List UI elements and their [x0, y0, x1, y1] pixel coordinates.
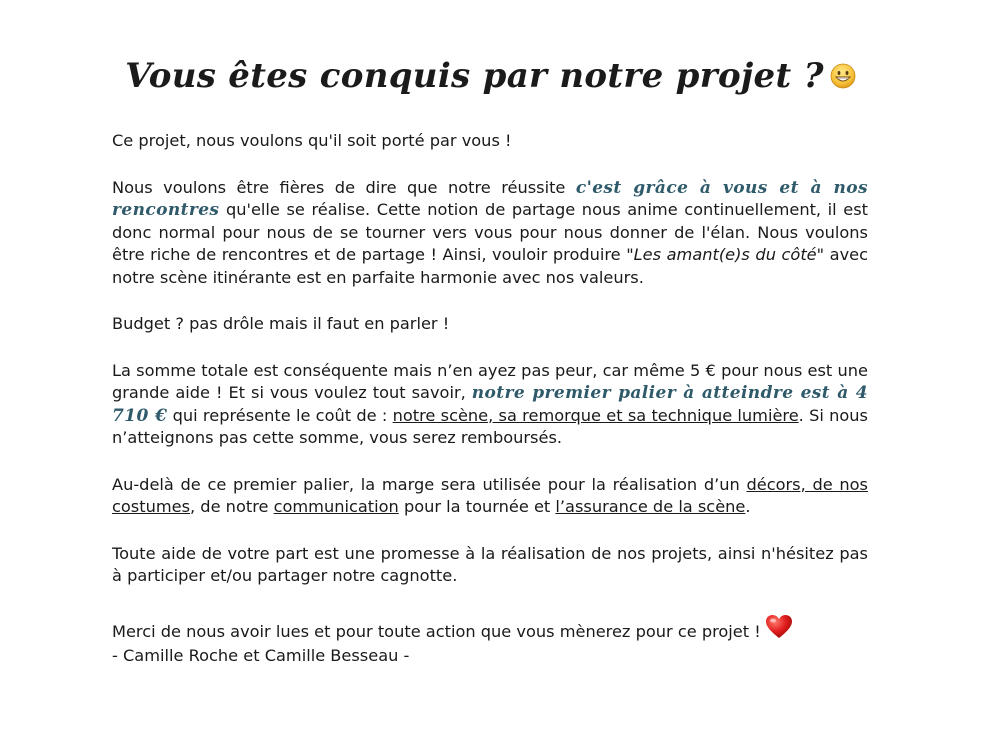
text-span: " avec notre scène itinérante est en parfaite harmonie avec nos valeurs. [112, 245, 869, 287]
text-span: , de notre [190, 497, 274, 516]
text-span: qu'elle se réalise. Cette notion de partage nous anime continuellement, il est donc normal pour nous de se tourner vers vous pour nous donner de l'élan. Nous voulons être riche de rencontres et de partage ! Ainsi, vouloir produire " [112, 200, 868, 264]
underlined-decor: décors, de nos costumes [112, 474, 868, 516]
paragraph-budget [112, 360, 868, 450]
underlined-cost: notre scène, sa remorque et sa technique lumière [392, 405, 799, 425]
paragraph-help: Toute aide de votre part est une promesse à la réalisation de nos projets, ainsi n'hésitez pas à participer et/ou partager notre cagnotte. [112, 543, 868, 585]
paragraph-budget-heading: Budget ? pas drôle mais il faut en parler ! [112, 314, 450, 333]
highlight-text: c'est grâce à vous et à nos rencontres [112, 177, 868, 220]
paragraph-beyond [112, 474, 868, 519]
text-span: . [745, 497, 751, 516]
text-span: Au-delà de ce premier palier, la marge sera utilisée pour la réalisation d’un [112, 474, 747, 494]
paragraph-values [112, 177, 868, 290]
paragraph-intro: Ce projet, nous voulons qu'il soit porté par vous ! [112, 131, 512, 150]
body-content [112, 130, 868, 668]
title-text: Vous êtes conquis par notre projet ? [125, 56, 824, 96]
underlined-communication: communication [273, 497, 399, 516]
text-span: Nous voulons être fières de dire que notre réussite [112, 177, 576, 197]
text-span: . Si nous n’atteignons pas cette somme, vous serez remboursés. [112, 405, 868, 447]
text-span: qui représente le coût de : [167, 405, 393, 425]
show-title: Les amant(e)s du côté [633, 245, 817, 264]
thanks-text: Merci de nous avoir lues et pour toute action que vous mènerez pour ce projet ! [112, 621, 761, 641]
signature: - Camille Roche et Camille Besseau - [112, 646, 410, 665]
paragraph-thanks [112, 614, 868, 646]
heart-icon [765, 614, 793, 646]
highlight-goal: notre premier palier à atteindre est à 4 710 € [112, 383, 868, 426]
text-span: pour la tournée et [398, 497, 556, 516]
underlined-insurance: l’assurance de la scène [555, 497, 746, 516]
page-title [0, 56, 981, 98]
grinning-face-icon [830, 58, 856, 98]
text-span: La somme totale est conséquente mais n’en ayez pas peur, car même 5 € pour nous est une grande aide ! Et si vous voulez tout savoir, [112, 360, 868, 402]
